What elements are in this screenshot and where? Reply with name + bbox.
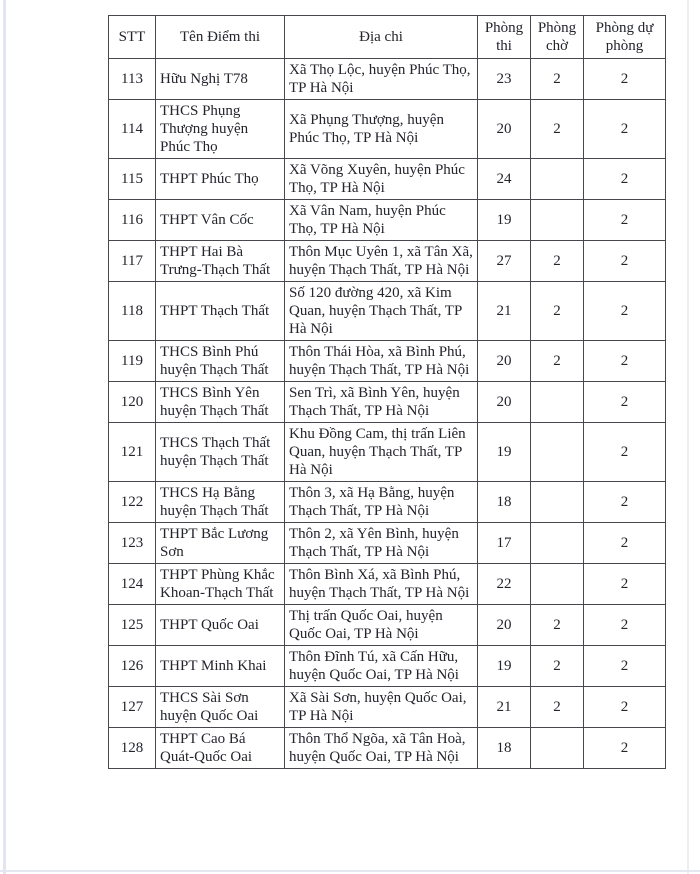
cell-stt: 116: [109, 200, 156, 241]
cell-name: THPT Cao Bá Quát-Quốc Oai: [156, 728, 285, 769]
cell-phong_du_phong: 2: [584, 646, 666, 687]
column-header-phong_thi: Phòng thi: [478, 16, 531, 59]
cell-phong_thi: 20: [478, 382, 531, 423]
cell-name: THPT Minh Khai: [156, 646, 285, 687]
cell-stt: 117: [109, 241, 156, 282]
cell-stt: 119: [109, 341, 156, 382]
cell-phong_cho: 2: [531, 100, 584, 159]
cell-stt: 122: [109, 482, 156, 523]
cell-phong_cho: 2: [531, 282, 584, 341]
cell-phong_thi: 20: [478, 341, 531, 382]
cell-phong_cho: 2: [531, 241, 584, 282]
cell-name: THPT Phùng Khắc Khoan-Thạch Thất: [156, 564, 285, 605]
table-row: [109, 564, 666, 605]
column-header-name: Tên Điểm thi: [156, 16, 285, 59]
table-row: [109, 200, 666, 241]
cell-phong_du_phong: 2: [584, 482, 666, 523]
table-row: [109, 59, 666, 100]
cell-phong_du_phong: 2: [584, 59, 666, 100]
table-row: [109, 523, 666, 564]
cell-phong_thi: 24: [478, 159, 531, 200]
cell-phong_cho: 2: [531, 687, 584, 728]
cell-phong_thi: 19: [478, 200, 531, 241]
exam-sites-table: [108, 15, 666, 769]
cell-phong_du_phong: 2: [584, 687, 666, 728]
cell-address: Thôn Mục Uyên 1, xã Tân Xã, huyện Thạch Thất, TP Hà Nội: [285, 241, 478, 282]
cell-phong_du_phong: 2: [584, 728, 666, 769]
cell-phong_du_phong: 2: [584, 159, 666, 200]
column-header-phong_cho: Phòng chờ: [531, 16, 584, 59]
cell-address: Thôn 2, xã Yên Bình, huyện Thạch Thất, TP Hà Nội: [285, 523, 478, 564]
column-header-stt: STT: [109, 16, 156, 59]
cell-address: Số 120 đường 420, xã Kim Quan, huyện Thạch Thất, TP Hà Nội: [285, 282, 478, 341]
cell-address: Xã Phụng Thượng, huyện Phúc Thọ, TP Hà Nội: [285, 100, 478, 159]
cell-stt: 126: [109, 646, 156, 687]
cell-phong_thi: 20: [478, 605, 531, 646]
cell-phong_thi: 20: [478, 100, 531, 159]
cell-phong_thi: 18: [478, 728, 531, 769]
table-row: [109, 159, 666, 200]
cell-address: Xã Thọ Lộc, huyện Phúc Thọ, TP Hà Nội: [285, 59, 478, 100]
cell-phong_cho: 2: [531, 605, 584, 646]
cell-phong_thi: 21: [478, 282, 531, 341]
cell-stt: 120: [109, 382, 156, 423]
page-edge-bottom: [0, 870, 700, 872]
cell-phong_cho: 2: [531, 341, 584, 382]
cell-phong_cho: 2: [531, 59, 584, 100]
table-body: [109, 59, 666, 769]
cell-phong_du_phong: 2: [584, 523, 666, 564]
table-row: [109, 728, 666, 769]
cell-address: Thôn 3, xã Hạ Bằng, huyện Thạch Thất, TP Hà Nội: [285, 482, 478, 523]
table-row: [109, 382, 666, 423]
cell-name: THPT Thạch Thất: [156, 282, 285, 341]
table-row: [109, 687, 666, 728]
table-header: [109, 16, 666, 59]
cell-address: Thôn Thổ Ngõa, xã Tân Hoà, huyện Quốc Oai, TP Hà Nội: [285, 728, 478, 769]
cell-address: Sen Trì, xã Bình Yên, huyện Thạch Thất, TP Hà Nội: [285, 382, 478, 423]
cell-phong_thi: 23: [478, 59, 531, 100]
page-edge-right: [687, 0, 689, 874]
cell-stt: 124: [109, 564, 156, 605]
cell-phong_du_phong: 2: [584, 241, 666, 282]
cell-phong_du_phong: 2: [584, 382, 666, 423]
column-header-address: Địa chi: [285, 16, 478, 59]
cell-phong_thi: 17: [478, 523, 531, 564]
table-row: [109, 241, 666, 282]
cell-stt: 113: [109, 59, 156, 100]
table-row: [109, 423, 666, 482]
column-header-phong_du_phong: Phòng dự phòng: [584, 16, 666, 59]
cell-phong_thi: 19: [478, 646, 531, 687]
cell-stt: 118: [109, 282, 156, 341]
cell-name: THPT Phúc Thọ: [156, 159, 285, 200]
cell-name: THCS Phụng Thượng huyện Phúc Thọ: [156, 100, 285, 159]
cell-address: Xã Võng Xuyên, huyện Phúc Thọ, TP Hà Nội: [285, 159, 478, 200]
cell-stt: 125: [109, 605, 156, 646]
cell-stt: 127: [109, 687, 156, 728]
cell-address: Thôn Thái Hòa, xã Bình Phú, huyện Thạch Thất, TP Hà Nội: [285, 341, 478, 382]
table-row: [109, 646, 666, 687]
cell-address: Khu Đồng Cam, thị trấn Liên Quan, huyện Thạch Thất, TP Hà Nội: [285, 423, 478, 482]
table-row: [109, 282, 666, 341]
cell-phong_cho: [531, 382, 584, 423]
cell-name: THCS Bình Yên huyện Thạch Thất: [156, 382, 285, 423]
cell-name: THPT Hai Bà Trưng-Thạch Thất: [156, 241, 285, 282]
cell-phong_cho: [531, 200, 584, 241]
cell-phong_du_phong: 2: [584, 200, 666, 241]
cell-stt: 115: [109, 159, 156, 200]
cell-phong_thi: 27: [478, 241, 531, 282]
cell-address: Thôn Đĩnh Tú, xã Cấn Hữu, huyện Quốc Oai, TP Hà Nội: [285, 646, 478, 687]
cell-phong_cho: [531, 159, 584, 200]
cell-stt: 128: [109, 728, 156, 769]
cell-phong_du_phong: 2: [584, 423, 666, 482]
cell-phong_du_phong: 2: [584, 564, 666, 605]
cell-phong_cho: [531, 564, 584, 605]
cell-address: Thôn Bình Xá, xã Bình Phú, huyện Thạch Thất, TP Hà Nội: [285, 564, 478, 605]
table-row: [109, 482, 666, 523]
cell-phong_cho: [531, 728, 584, 769]
table-row: [109, 605, 666, 646]
cell-name: Hữu Nghị T78: [156, 59, 285, 100]
cell-phong_cho: [531, 423, 584, 482]
cell-address: Thị trấn Quốc Oai, huyện Quốc Oai, TP Hà Nội: [285, 605, 478, 646]
cell-name: THCS Sài Sơn huyện Quốc Oai: [156, 687, 285, 728]
cell-stt: 123: [109, 523, 156, 564]
table-row: [109, 341, 666, 382]
cell-name: THPT Quốc Oai: [156, 605, 285, 646]
cell-name: THPT Bắc Lương Sơn: [156, 523, 285, 564]
page-edge-left: [3, 0, 6, 874]
cell-phong_cho: [531, 523, 584, 564]
cell-phong_thi: 21: [478, 687, 531, 728]
table-row: [109, 100, 666, 159]
cell-phong_thi: 19: [478, 423, 531, 482]
cell-name: THCS Hạ Bằng huyện Thạch Thất: [156, 482, 285, 523]
cell-phong_du_phong: 2: [584, 341, 666, 382]
cell-phong_du_phong: 2: [584, 100, 666, 159]
cell-phong_cho: [531, 482, 584, 523]
cell-name: THPT Vân Cốc: [156, 200, 285, 241]
cell-phong_du_phong: 2: [584, 282, 666, 341]
cell-address: Xã Vân Nam, huyện Phúc Thọ, TP Hà Nội: [285, 200, 478, 241]
header-row: [109, 16, 666, 59]
cell-phong_thi: 22: [478, 564, 531, 605]
cell-stt: 121: [109, 423, 156, 482]
cell-phong_cho: 2: [531, 646, 584, 687]
cell-address: Xã Sài Sơn, huyện Quốc Oai, TP Hà Nội: [285, 687, 478, 728]
cell-phong_thi: 18: [478, 482, 531, 523]
cell-name: THCS Bình Phú huyện Thạch Thất: [156, 341, 285, 382]
cell-phong_du_phong: 2: [584, 605, 666, 646]
cell-name: THCS Thạch Thất huyện Thạch Thất: [156, 423, 285, 482]
cell-stt: 114: [109, 100, 156, 159]
